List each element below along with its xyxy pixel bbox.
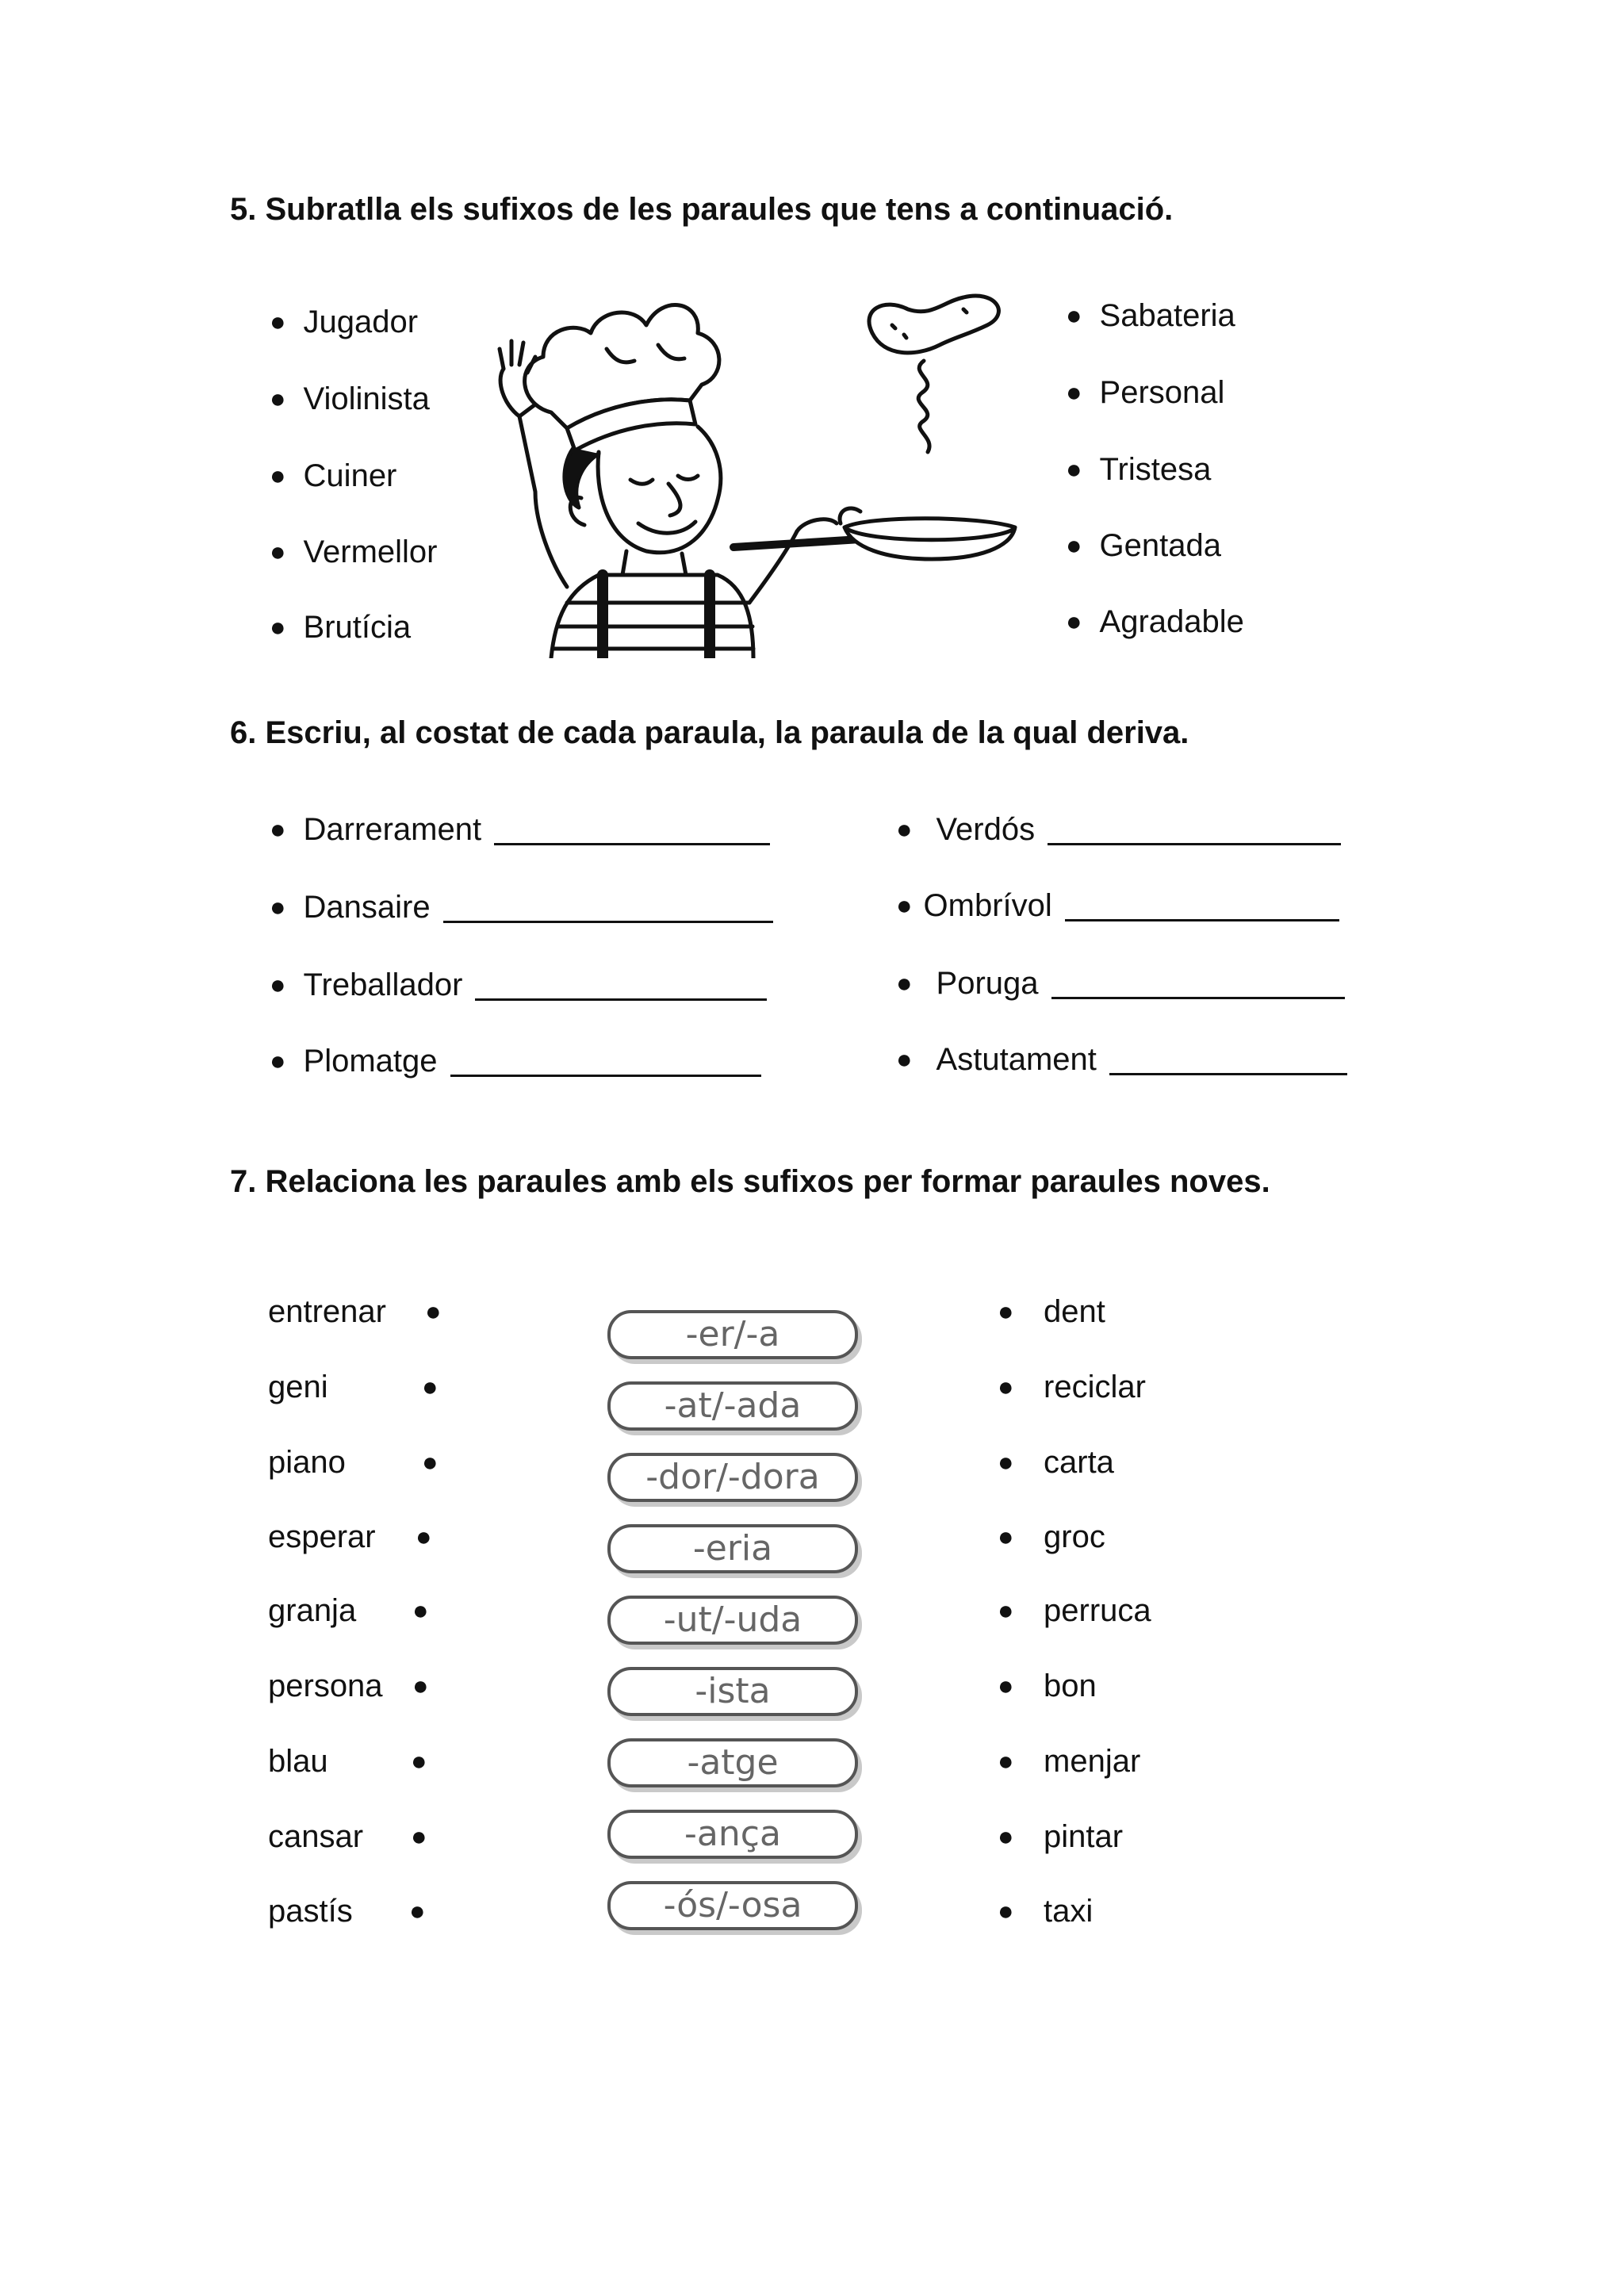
match-word-right: perruca <box>1044 1593 1151 1628</box>
chef-with-frying-pan-icon <box>488 285 1019 658</box>
suffix-pill[interactable]: -er/-a <box>607 1310 858 1359</box>
bullet-icon: ● <box>1066 607 1082 637</box>
match-dot[interactable]: ● <box>425 1297 442 1327</box>
list-item: ● Gentada <box>1066 528 1222 563</box>
match-dot[interactable]: ● <box>998 1671 1014 1701</box>
bullet-icon: ● <box>896 891 913 921</box>
list-item: ● Darrerament <box>270 810 770 849</box>
match-dot[interactable]: ● <box>998 1746 1014 1776</box>
list-item: ● Tristesa <box>1066 452 1212 487</box>
match-dot[interactable]: ● <box>998 1822 1014 1852</box>
list-item: ● Violinista <box>270 381 430 416</box>
bullet-icon: ● <box>1066 377 1082 408</box>
bullet-icon: ● <box>270 384 286 414</box>
list-item: ● Verdós <box>896 810 1341 849</box>
match-dot[interactable]: ● <box>998 1896 1014 1926</box>
bullet-icon: ● <box>270 537 286 567</box>
list-item: ● Agradable <box>1066 604 1244 639</box>
suffix-pill[interactable]: -at/-ada <box>607 1381 858 1431</box>
bullet-icon: ● <box>270 970 286 1000</box>
list-item: ● Poruga <box>896 964 1345 1002</box>
section-7-heading: 7. Relaciona les paraules amb els sufixos per formar paraules noves. <box>230 1164 1270 1199</box>
match-word-left: cansar <box>268 1819 364 1854</box>
list-item: ● Dansaire <box>270 888 773 926</box>
match-dot[interactable]: ● <box>412 1596 429 1626</box>
match-word-left: persona <box>268 1669 383 1703</box>
match-word-right: dent <box>1044 1294 1105 1329</box>
match-dot[interactable]: ● <box>998 1297 1014 1327</box>
list-item: ● Sabateria <box>1066 298 1235 333</box>
list-item: ● Brutícia <box>270 610 412 645</box>
match-word-right: pintar <box>1044 1819 1124 1854</box>
match-word-right: taxi <box>1044 1894 1094 1929</box>
answer-blank[interactable] <box>1051 968 1345 999</box>
bullet-icon: ● <box>270 1046 286 1076</box>
list-item: ● Plomatge <box>270 1042 761 1080</box>
suffix-pill[interactable]: -ut/-uda <box>607 1596 858 1645</box>
match-dot[interactable]: ● <box>998 1447 1014 1477</box>
bullet-icon: ● <box>1066 454 1082 485</box>
match-word-right: menjar <box>1044 1744 1141 1779</box>
match-word-left: granja <box>268 1593 357 1628</box>
answer-blank[interactable] <box>1048 814 1341 845</box>
list-item: ● Jugador <box>270 305 419 339</box>
list-item: ● Vermellor <box>270 534 438 569</box>
match-dot[interactable]: ● <box>998 1596 1014 1626</box>
match-word-right: bon <box>1044 1669 1097 1703</box>
answer-blank[interactable] <box>450 1046 761 1077</box>
section-5-heading: 5. Subratlla els sufixos de les paraules que tens a continuació. <box>230 192 1174 227</box>
match-word-left: entrenar <box>268 1294 386 1329</box>
list-item: ● Treballador <box>270 966 767 1004</box>
list-item: ● Cuiner <box>270 458 397 493</box>
bullet-icon: ● <box>270 307 286 337</box>
bullet-icon: ● <box>270 814 286 845</box>
bullet-icon: ● <box>896 968 913 998</box>
match-word-left: piano <box>268 1445 346 1480</box>
answer-blank[interactable] <box>1065 891 1339 921</box>
match-word-right: reciclar <box>1044 1370 1146 1404</box>
match-dot[interactable]: ● <box>411 1746 427 1776</box>
list-item: ● Personal <box>1066 375 1225 410</box>
match-word-left: esperar <box>268 1519 376 1554</box>
match-dot[interactable]: ● <box>998 1522 1014 1552</box>
answer-blank[interactable] <box>475 970 767 1001</box>
match-dot[interactable]: ● <box>412 1671 429 1701</box>
suffix-pill[interactable]: -ós/-osa <box>607 1881 858 1930</box>
bullet-icon: ● <box>270 461 286 491</box>
match-dot[interactable]: ● <box>422 1447 439 1477</box>
suffix-pill[interactable]: -ista <box>607 1667 858 1716</box>
match-word-right: groc <box>1044 1519 1105 1554</box>
bullet-icon: ● <box>1066 301 1082 331</box>
bullet-icon: ● <box>896 1044 913 1075</box>
match-word-right: carta <box>1044 1445 1114 1480</box>
bullet-icon: ● <box>270 612 286 642</box>
match-word-left: pastís <box>268 1894 353 1929</box>
suffix-pill[interactable]: -dor/-dora <box>607 1453 858 1502</box>
match-word-left: geni <box>268 1370 328 1404</box>
section-6-heading: 6. Escriu, al costat de cada paraula, la paraula de la qual deriva. <box>230 715 1189 750</box>
answer-blank[interactable] <box>494 814 770 845</box>
match-dot[interactable]: ● <box>409 1896 426 1926</box>
answer-blank[interactable] <box>443 892 773 923</box>
answer-blank[interactable] <box>1109 1044 1347 1075</box>
match-word-left: blau <box>268 1744 328 1779</box>
match-dot[interactable]: ● <box>998 1372 1014 1402</box>
match-dot[interactable]: ● <box>411 1822 427 1852</box>
suffix-pill[interactable]: -eria <box>607 1524 858 1573</box>
match-dot[interactable]: ● <box>422 1372 439 1402</box>
suffix-pill[interactable]: -ança <box>607 1810 858 1859</box>
bullet-icon: ● <box>270 892 286 922</box>
match-dot[interactable]: ● <box>416 1522 432 1552</box>
list-item: ● Astutament <box>896 1040 1347 1079</box>
bullet-icon: ● <box>1066 531 1082 561</box>
suffix-pill[interactable]: -atge <box>607 1738 858 1787</box>
bullet-icon: ● <box>896 814 913 845</box>
list-item: ● Ombrívol <box>896 887 1339 925</box>
